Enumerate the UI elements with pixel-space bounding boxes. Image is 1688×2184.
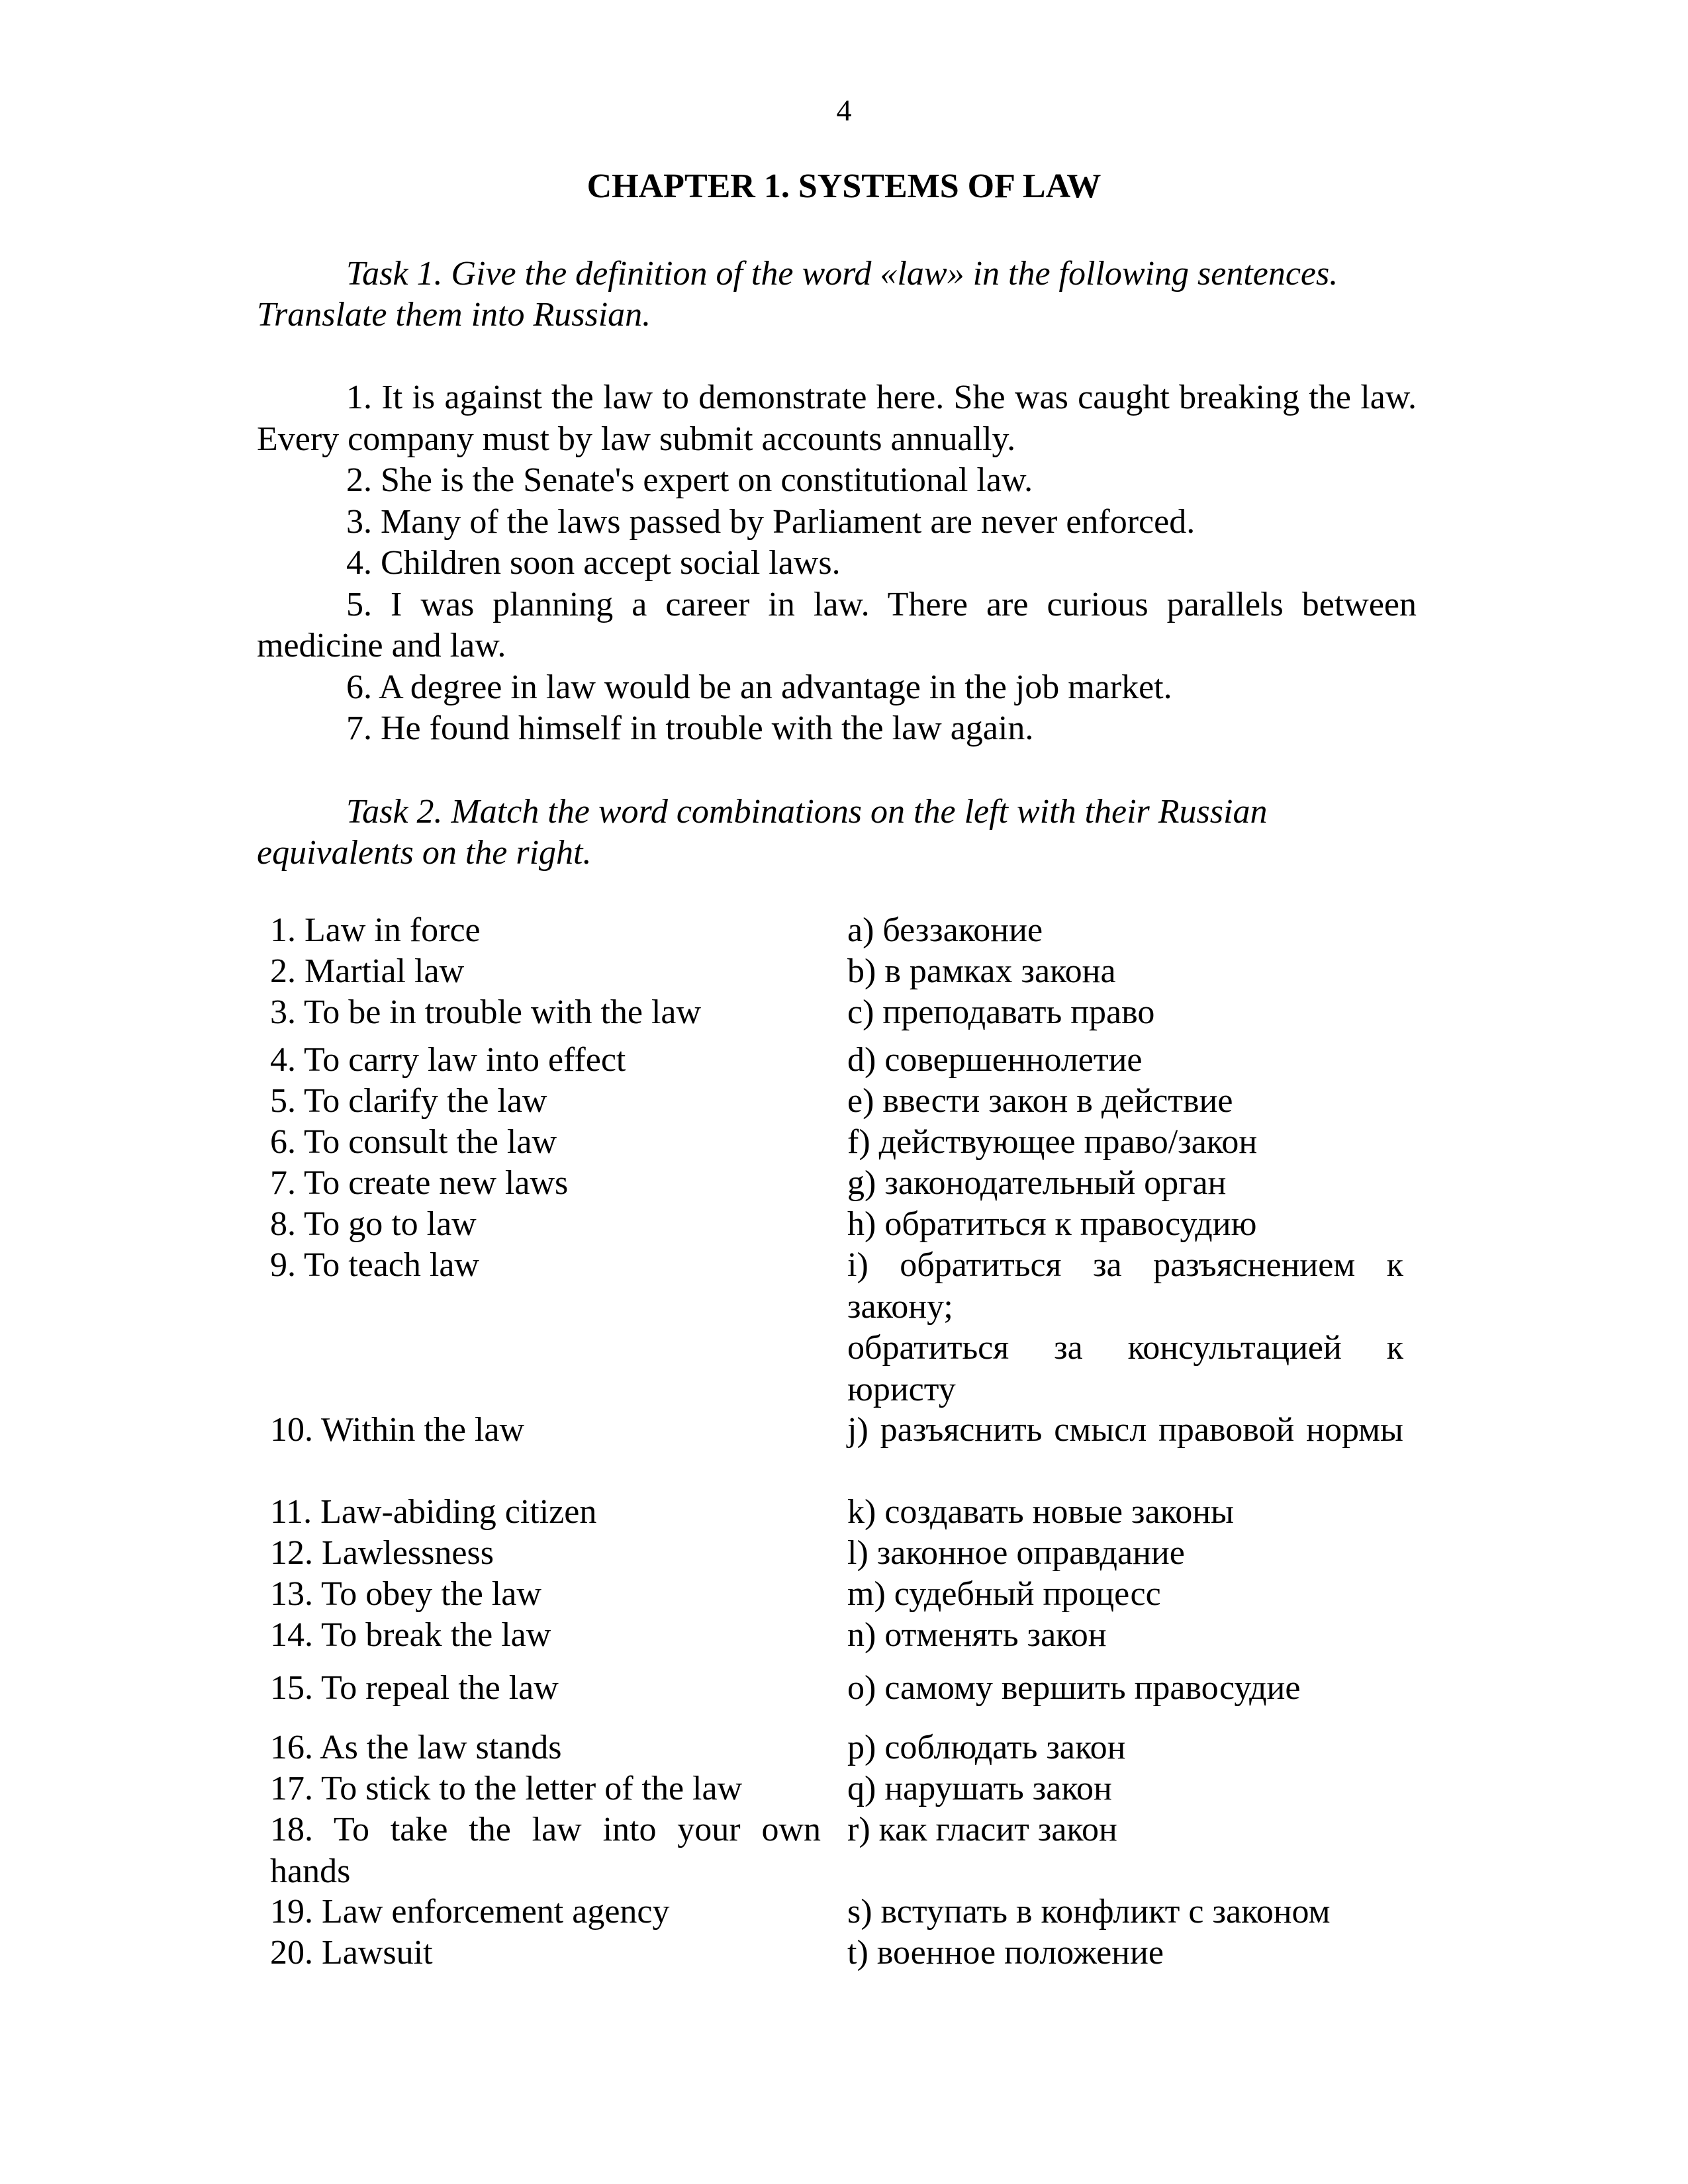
right-item: q) нарушать закон: [847, 1770, 1112, 1807]
sentence-item: 4. Children soon accept social laws.: [346, 544, 841, 582]
sentence-item: 1. It is against the law to demonstrate here. She was caught breaking the law. Every company must by law submit accounts annually.: [257, 379, 1417, 458]
sentence-item: 6. A degree in law would be an advantage in the job market.: [346, 668, 1172, 706]
left-item: 15. To repeal the law: [270, 1669, 559, 1707]
left-item: 9. To teach law: [270, 1246, 479, 1284]
left-item: 19. Law enforcement agency: [270, 1893, 670, 1931]
left-item: 16. As the law stands: [270, 1729, 562, 1766]
right-item: p) соблюдать закон: [847, 1729, 1126, 1766]
left-item: 18. To take the law into your own hands: [270, 1811, 821, 1890]
right-item: d) совершеннолетие: [847, 1041, 1143, 1079]
right-item: b) в рамках закона: [847, 952, 1116, 990]
left-item: 1. Law in force: [270, 911, 481, 949]
left-item: 5. To clarify the law: [270, 1082, 547, 1120]
task1-instruction: Task 1. Give the definition of the word «law» in the following sentences. Translate them into Russian.: [257, 255, 1338, 334]
sentence-item: 3. Many of the laws passed by Parliament are never enforced.: [346, 502, 1196, 541]
left-item: 3. To be in trouble with the law: [270, 993, 702, 1031]
left-item: 11. Law-abiding citizen: [270, 1493, 597, 1531]
right-item: e) ввести закон в действие: [847, 1082, 1233, 1120]
right-item: a) беззаконие: [847, 911, 1043, 949]
right-item: g) законодательный орган: [847, 1164, 1227, 1202]
chapter-title: CHAPTER 1. SYSTEMS OF LAW: [586, 167, 1102, 205]
right-item: l) законное оправдание: [847, 1534, 1185, 1572]
left-item: 4. To carry law into effect: [270, 1041, 626, 1079]
left-item: 12. Lawlessness: [270, 1534, 494, 1572]
left-item: 2. Martial law: [270, 952, 465, 990]
right-item: k) создавать новые законы: [847, 1493, 1234, 1531]
right-item: r) как гласит закон: [847, 1811, 1117, 1848]
right-item: f) действующее право/закон: [847, 1123, 1258, 1161]
left-item: 14. To break the law: [270, 1616, 551, 1654]
left-item: 13. To obey the law: [270, 1575, 541, 1613]
right-item: h) обратиться к правосудию: [847, 1205, 1257, 1243]
left-item: 17. To stick to the letter of the law: [270, 1770, 743, 1807]
task2-instruction: Task 2. Match the word combinations on the left with their Russian equivalents on the right.: [257, 793, 1268, 872]
page-number: 4: [836, 93, 852, 127]
left-item: 8. To go to law: [270, 1205, 477, 1243]
right-item: обратиться за консультацией к юристу: [847, 1329, 1403, 1408]
right-item: t) военное положение: [847, 1934, 1164, 1972]
right-item: s) вступать в конфликт с законом: [847, 1893, 1331, 1931]
left-item: 6. To consult the law: [270, 1123, 557, 1161]
sentence-item: 5. I was planning a career in law. There are curious parallels between medicine and law.: [257, 585, 1417, 664]
right-item: j) разъяснить смысл правовой нормы: [847, 1411, 1403, 1449]
right-item: m) судебный процесс: [847, 1575, 1161, 1613]
sentence-item: 7. He found himself in trouble with the law again.: [346, 709, 1034, 747]
left-item: 10. Within the law: [270, 1411, 525, 1449]
left-item: 20. Lawsuit: [270, 1934, 433, 1972]
right-item: c) преподавать право: [847, 993, 1155, 1031]
sentence-item: 2. She is the Senate's expert on constitutional law.: [346, 461, 1033, 499]
right-item: i) обратиться за разъяснением к закону;: [847, 1246, 1403, 1326]
right-item: o) самому вершить правосудие: [847, 1669, 1301, 1707]
right-item: n) отменять закон: [847, 1616, 1107, 1654]
left-item: 7. To create new laws: [270, 1164, 569, 1202]
